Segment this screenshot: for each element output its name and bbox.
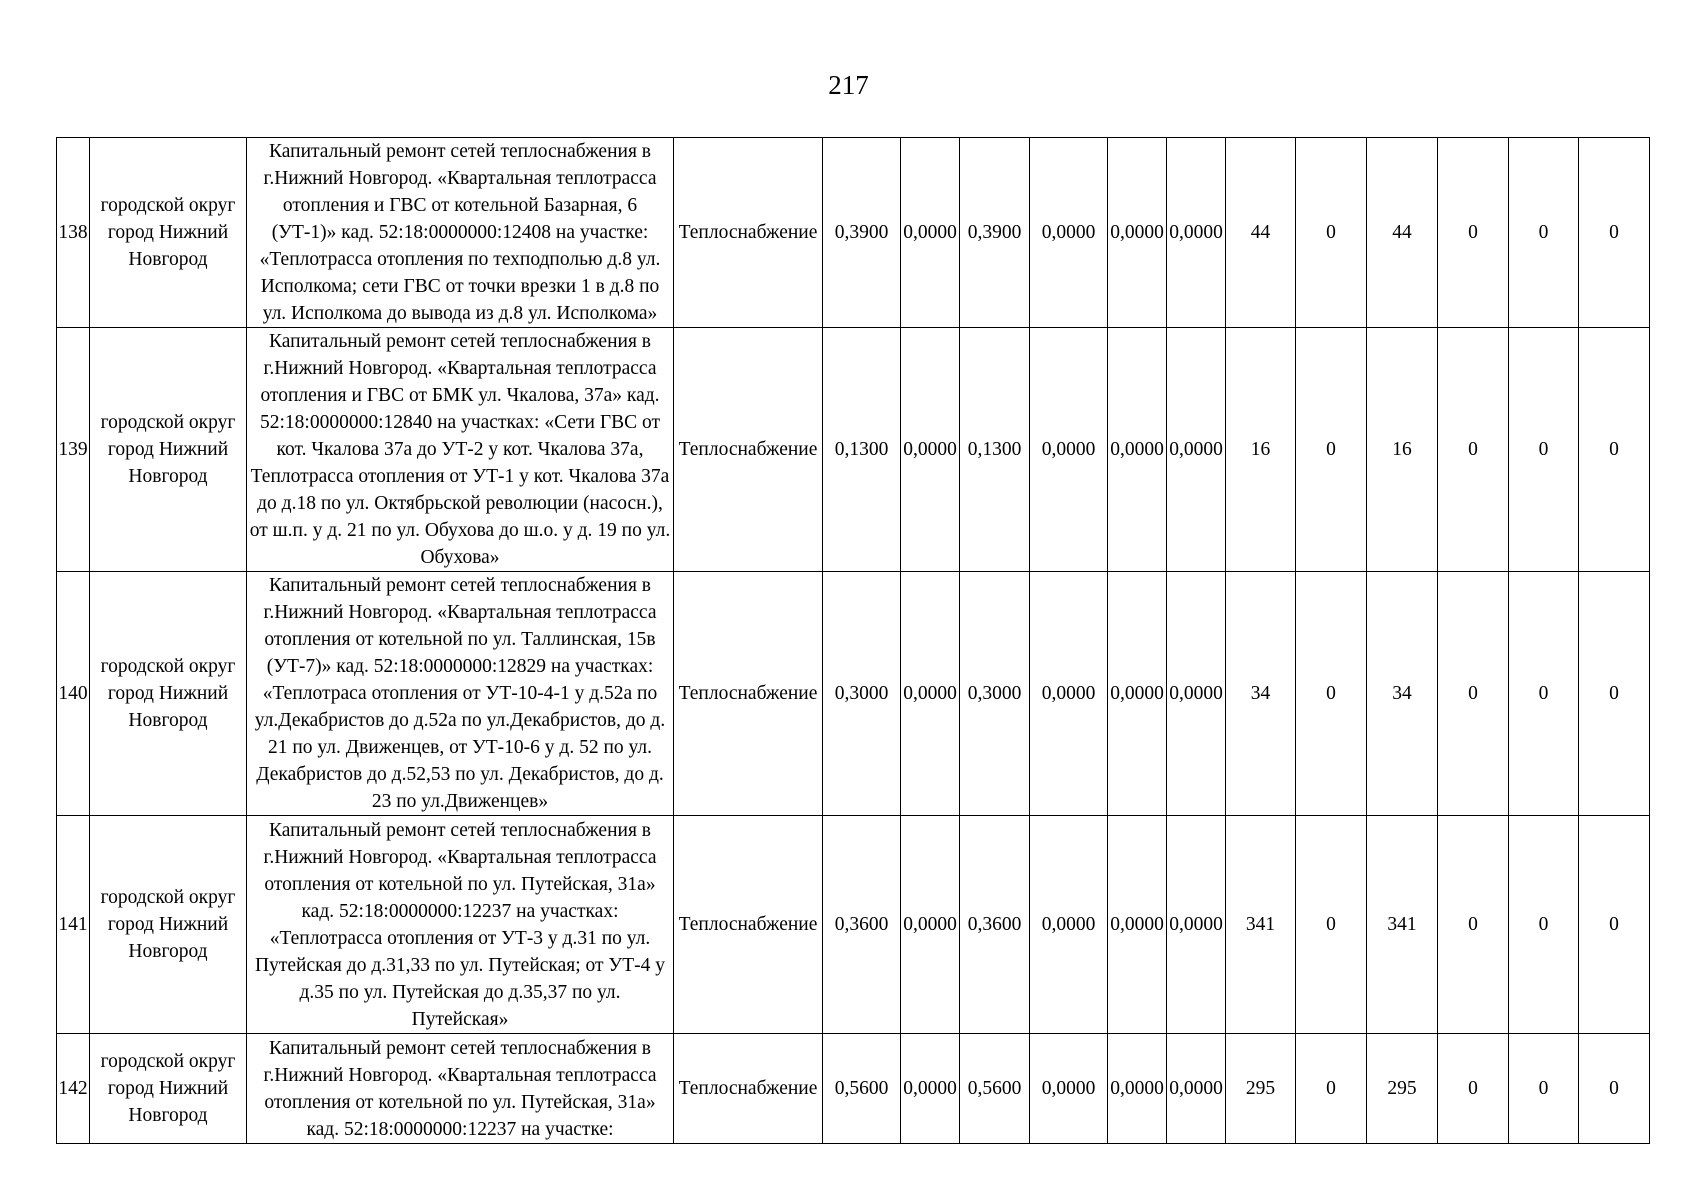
value-cell: 0,1300: [960, 328, 1030, 572]
value-cell: 34: [1226, 572, 1296, 816]
table-body: [57, 138, 1650, 1144]
value-cell: 0: [1579, 1034, 1650, 1144]
value-cell: 16: [1226, 328, 1296, 572]
value-cell: 0,0000: [1167, 1034, 1226, 1144]
table-row: [57, 138, 1650, 328]
value-cell: 0,0000: [901, 328, 960, 572]
table-row: [57, 1034, 1650, 1144]
value-cell: 0,5600: [960, 1034, 1030, 1144]
municipality-cell: городской округ город Нижний Новгород: [90, 816, 247, 1034]
value-cell: 0: [1579, 328, 1650, 572]
value-cell: 0,0000: [1030, 328, 1108, 572]
value-cell: 0,0000: [1167, 328, 1226, 572]
value-cell: 0,0000: [1167, 572, 1226, 816]
value-cell: 0,0000: [1167, 816, 1226, 1034]
value-cell: 0,3600: [823, 816, 901, 1034]
value-cell: 0: [1296, 816, 1367, 1034]
value-cell: 0: [1509, 816, 1579, 1034]
value-cell: 0,3600: [960, 816, 1030, 1034]
value-cell: 0,0000: [1167, 138, 1226, 328]
municipality-cell: городской округ город Нижний Новгород: [90, 572, 247, 816]
value-cell: 0,5600: [823, 1034, 901, 1144]
page-number: 217: [828, 70, 869, 100]
value-cell: 341: [1367, 816, 1438, 1034]
value-cell: 295: [1367, 1034, 1438, 1144]
value-cell: 0,1300: [823, 328, 901, 572]
value-cell: 0,0000: [901, 1034, 960, 1144]
value-cell: 0,0000: [901, 572, 960, 816]
value-cell: 0,0000: [1108, 572, 1167, 816]
value-cell: 0,0000: [1030, 816, 1108, 1034]
description-cell: Капитальный ремонт сетей теплоснабжения в г.Нижний Новгород. «Квартальная теплотрасса отопления и ГВС от БМК ул. Чкалова, 37а» кад. 52:18:0000000:12840 на участках: «Сети ГВС от кот. Чкалова 37а до УТ-2 у кот. Чкалова 37а, Теплотрасса отопления от УТ-1 у кот. Чкалова 37а до д.18 по ул. Октябрьской революции (насосн.), от ш.п. у д. 21 по ул. Обухова до ш.о. у д. 19 по ул. Обухова»: [247, 328, 674, 572]
value-cell: 0,0000: [1108, 138, 1167, 328]
value-cell: 0,0000: [901, 138, 960, 328]
value-cell: 0,3000: [960, 572, 1030, 816]
value-cell: 295: [1226, 1034, 1296, 1144]
value-cell: 0,3900: [823, 138, 901, 328]
row-number-cell: 139: [57, 328, 90, 572]
value-cell: 0,0000: [1030, 1034, 1108, 1144]
value-cell: 0,0000: [1030, 138, 1108, 328]
value-cell: 0: [1509, 572, 1579, 816]
value-cell: 0: [1296, 138, 1367, 328]
municipality-cell: городской округ город Нижний Новгород: [90, 138, 247, 328]
value-cell: 0: [1509, 1034, 1579, 1144]
description-cell: Капитальный ремонт сетей теплоснабжения в г.Нижний Новгород. «Квартальная теплотрасса отопления от котельной по ул. Путейская, 31а» кад. 52:18:0000000:12237 на участке:: [247, 1034, 674, 1144]
value-cell: 0,0000: [1108, 816, 1167, 1034]
value-cell: 0: [1509, 328, 1579, 572]
value-cell: 341: [1226, 816, 1296, 1034]
municipality-cell: городской округ город Нижний Новгород: [90, 328, 247, 572]
value-cell: 0: [1579, 138, 1650, 328]
value-cell: 16: [1367, 328, 1438, 572]
value-cell: 44: [1226, 138, 1296, 328]
municipality-cell: городской округ город Нижний Новгород: [90, 1034, 247, 1144]
value-cell: 0: [1438, 572, 1509, 816]
description-cell: Капитальный ремонт сетей теплоснабжения в г.Нижний Новгород. «Квартальная теплотрасса отопления от котельной по ул. Путейская, 31а» кад. 52:18:0000000:12237 на участках: «Теплотрасса отопления от УТ-3 у д.31 по ул. Путейская до д.31,33 по ул. Путейская; от УТ-4 у д.35 по ул. Путейская до д.35,37 по ул. Путейская»: [247, 816, 674, 1034]
value-cell: 0: [1438, 328, 1509, 572]
utility-type-cell: Теплоснабжение: [674, 816, 823, 1034]
value-cell: 0: [1296, 1034, 1367, 1144]
utility-type-cell: Теплоснабжение: [674, 1034, 823, 1144]
utility-type-cell: Теплоснабжение: [674, 138, 823, 328]
row-number-cell: 138: [57, 138, 90, 328]
value-cell: 0: [1438, 138, 1509, 328]
utility-type-cell: Теплоснабжение: [674, 572, 823, 816]
value-cell: 0,0000: [901, 816, 960, 1034]
description-cell: Капитальный ремонт сетей теплоснабжения в г.Нижний Новгород. «Квартальная теплотрасса отопления от котельной по ул. Таллинская, 15в (УТ-7)» кад. 52:18:0000000:12829 на участках: «Теплотраса отопления от УТ-10-4-1 у д.52а по ул.Декабристов до д.52а по ул.Декабристов, до д. 21 по ул. Движенцев, от УТ-10-6 у д. 52 по ул. Декабристов до д.52,53 по ул. Декабристов, до д. 23 по ул.Движенцев»: [247, 572, 674, 816]
row-number-cell: 141: [57, 816, 90, 1034]
description-cell: Капитальный ремонт сетей теплоснабжения в г.Нижний Новгород. «Квартальная теплотрасса отопления и ГВС от котельной Базарная, 6 (УТ-1)» кад. 52:18:0000000:12408 на участке: «Теплотрасса отопления по техподполью д.8 ул. Исполкома; сети ГВС от точки врезки 1 в д.8 по ул. Исполкома до вывода из д.8 ул. Исполкома»: [247, 138, 674, 328]
value-cell: 0: [1579, 816, 1650, 1034]
value-cell: 0: [1296, 572, 1367, 816]
value-cell: 44: [1367, 138, 1438, 328]
value-cell: 0: [1296, 328, 1367, 572]
table-row: [57, 328, 1650, 572]
value-cell: 0,0000: [1108, 1034, 1167, 1144]
value-cell: 0: [1509, 138, 1579, 328]
value-cell: 0: [1438, 816, 1509, 1034]
value-cell: 0: [1579, 572, 1650, 816]
value-cell: 0,0000: [1030, 572, 1108, 816]
value-cell: 0,3000: [823, 572, 901, 816]
table-row: [57, 572, 1650, 816]
table-row: [57, 816, 1650, 1034]
row-number-cell: 140: [57, 572, 90, 816]
repair-program-table: [56, 137, 1650, 1144]
value-cell: 34: [1367, 572, 1438, 816]
value-cell: 0: [1438, 1034, 1509, 1144]
utility-type-cell: Теплоснабжение: [674, 328, 823, 572]
row-number-cell: 142: [57, 1034, 90, 1144]
value-cell: 0,3900: [960, 138, 1030, 328]
value-cell: 0,0000: [1108, 328, 1167, 572]
